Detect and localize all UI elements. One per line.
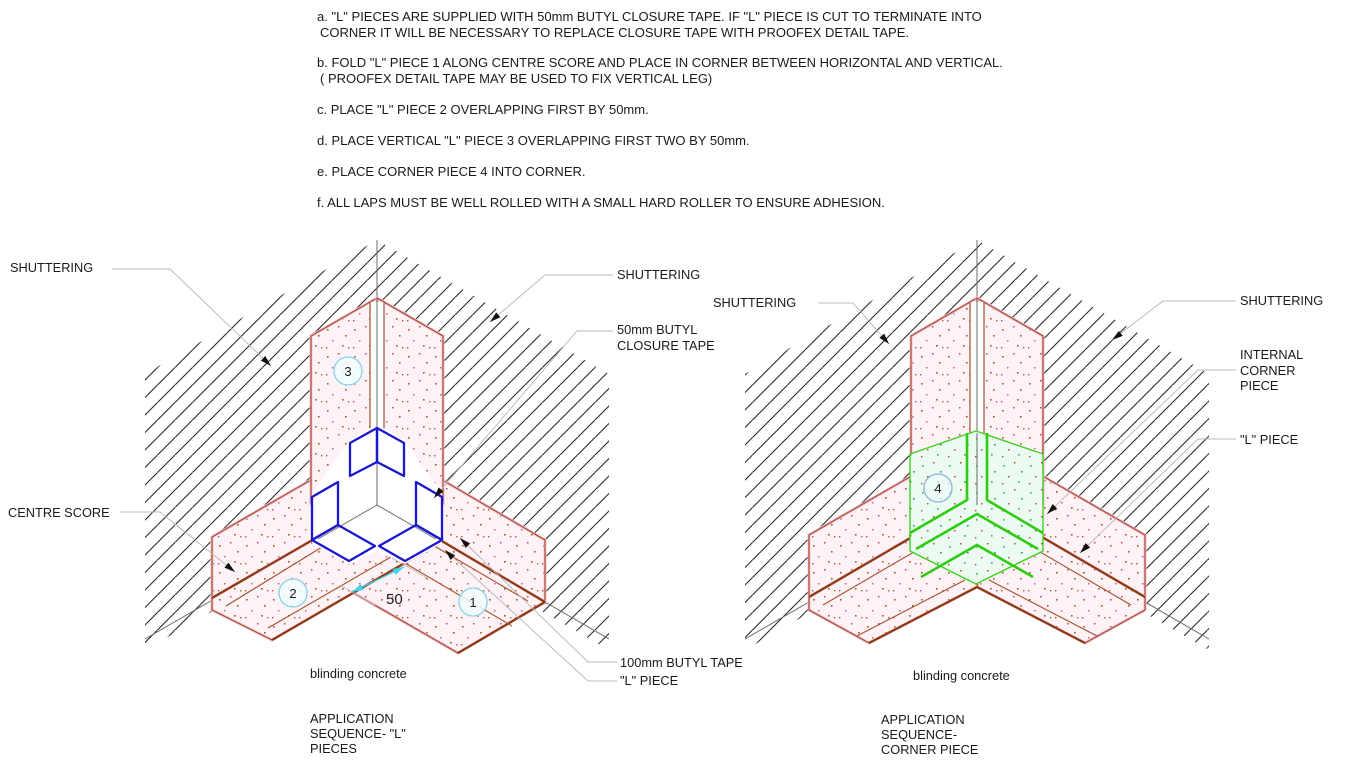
instruction-notes xyxy=(317,9,1003,210)
note-d: d. PLACE VERTICAL "L" PIECE 3 OVERLAPPING FIRST TWO BY 50mm. xyxy=(317,133,750,148)
label-r-shuttering-right: SHUTTERING xyxy=(1240,293,1324,308)
label-centre-score: CENTRE SCORE xyxy=(8,505,110,520)
label-r-shuttering-left: SHUTTERING xyxy=(713,295,797,310)
left-caption-3: PIECES xyxy=(310,741,357,756)
marker-2: 2 xyxy=(289,586,297,601)
marker-1: 1 xyxy=(469,595,477,610)
note-b-line1: b. FOLD "L" PIECE 1 ALONG CENTRE SCORE AND PLACE IN CORNER BETWEEN HORIZONTAL AND VERTICAL. xyxy=(317,55,1003,70)
label-shuttering-right: SHUTTERING xyxy=(617,267,701,282)
marker-4: 4 xyxy=(934,481,942,496)
note-a-line1: a. "L" PIECES ARE SUPPLIED WITH 50mm BUTYL CLOSURE TAPE. IF "L" PIECE IS CUT TO TERMINATE INTO xyxy=(317,9,982,24)
internal-corner-piece xyxy=(910,431,1043,584)
corner-piece-sequence-diagram xyxy=(713,240,1323,757)
l-pieces-sequence-diagram xyxy=(8,240,743,756)
note-c: c. PLACE "L" PIECE 2 OVERLAPPING FIRST BY 50mm. xyxy=(317,102,649,117)
note-a-line2: CORNER IT WILL BE NECESSARY TO REPLACE CLOSURE TAPE WITH PROOFEX DETAIL TAPE. xyxy=(320,25,909,40)
left-caption-2: SEQUENCE- "L" xyxy=(310,726,406,741)
label-internal-1: INTERNAL xyxy=(1240,347,1304,362)
right-caption-1: APPLICATION xyxy=(881,712,965,727)
label-blinding-concrete: blinding concrete xyxy=(310,666,407,681)
note-b-line2: ( PROOFEX DETAIL TAPE MAY BE USED TO FIX VERTICAL LEG) xyxy=(320,71,713,86)
left-caption-1: APPLICATION xyxy=(310,711,394,726)
label-internal-3: PIECE xyxy=(1240,378,1279,393)
label-shuttering-left: SHUTTERING xyxy=(10,260,94,275)
right-markers xyxy=(924,474,952,502)
note-e: e. PLACE CORNER PIECE 4 INTO CORNER. xyxy=(317,164,586,179)
label-r-blinding-concrete: blinding concrete xyxy=(913,668,1010,683)
dimension-50-text: 50 xyxy=(386,591,403,608)
label-l-piece: "L" PIECE xyxy=(620,673,679,688)
marker-3: 3 xyxy=(344,364,352,379)
label-100mm-butyl-tape: 100mm BUTYL TAPE xyxy=(620,655,743,670)
right-caption-3: CORNER PIECE xyxy=(881,742,979,757)
label-r-l-piece: "L" PIECE xyxy=(1240,432,1299,447)
label-closure-tape-1: 50mm BUTYL xyxy=(617,322,698,337)
note-f: f. ALL LAPS MUST BE WELL ROLLED WITH A SMALL HARD ROLLER TO ENSURE ADHESION. xyxy=(317,195,885,210)
label-closure-tape-2: CLOSURE TAPE xyxy=(617,338,715,353)
label-internal-2: CORNER xyxy=(1240,363,1296,378)
right-caption-2: SEQUENCE- xyxy=(881,727,958,742)
